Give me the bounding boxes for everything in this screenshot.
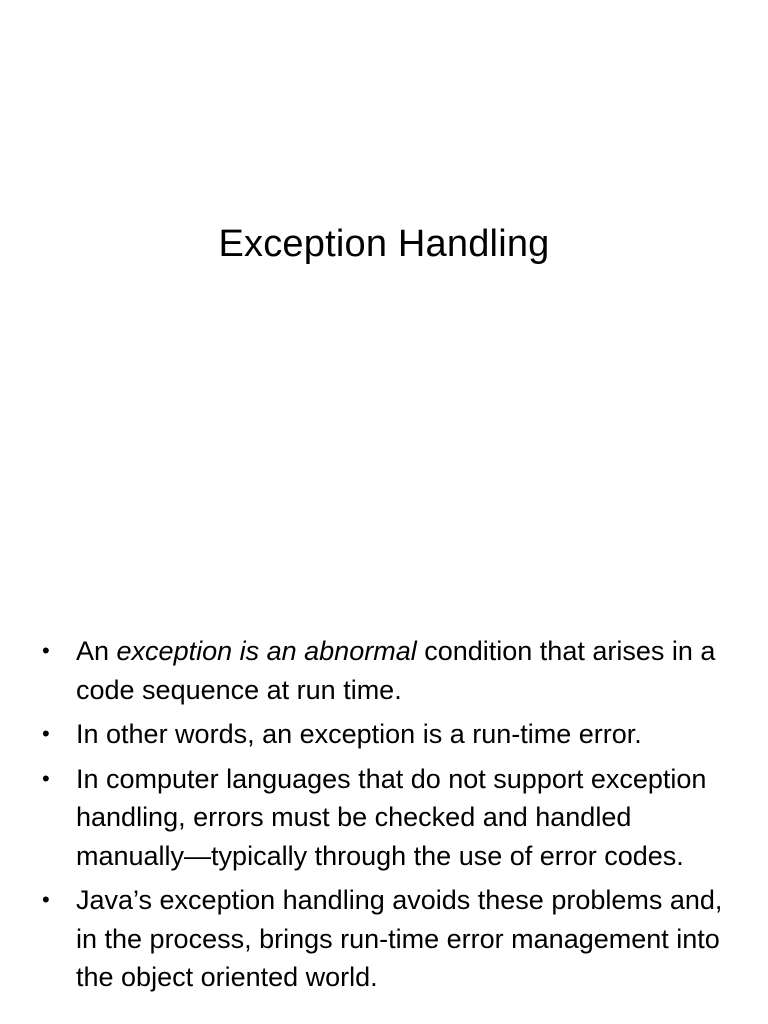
bullet-icon: • [42,638,50,663]
bullet-text: In other words, an exception is a run-time error. [76,719,642,749]
bullet-icon: • [42,765,50,791]
bullet-icon: • [42,887,50,912]
bullet-text: An exception is an abnormal condition that arises in a code sequence at run time. [76,636,716,705]
bullet-item [42,760,742,876]
bullet-icon: • [42,721,50,746]
bullet-item [42,632,742,709]
bullet-text: In computer languages that do not support exception handling, errors must be checked and handled manually—typically through the use of error codes. [76,763,707,871]
bullet-text: Java’s exception handling avoids these problems and, in the process, brings run-time error management into the object oriented world. [76,885,723,992]
bullet-list [42,632,742,1003]
bullet-item [42,715,742,754]
slide-title: Exception Handling [218,223,550,265]
bullet-item [42,881,742,997]
